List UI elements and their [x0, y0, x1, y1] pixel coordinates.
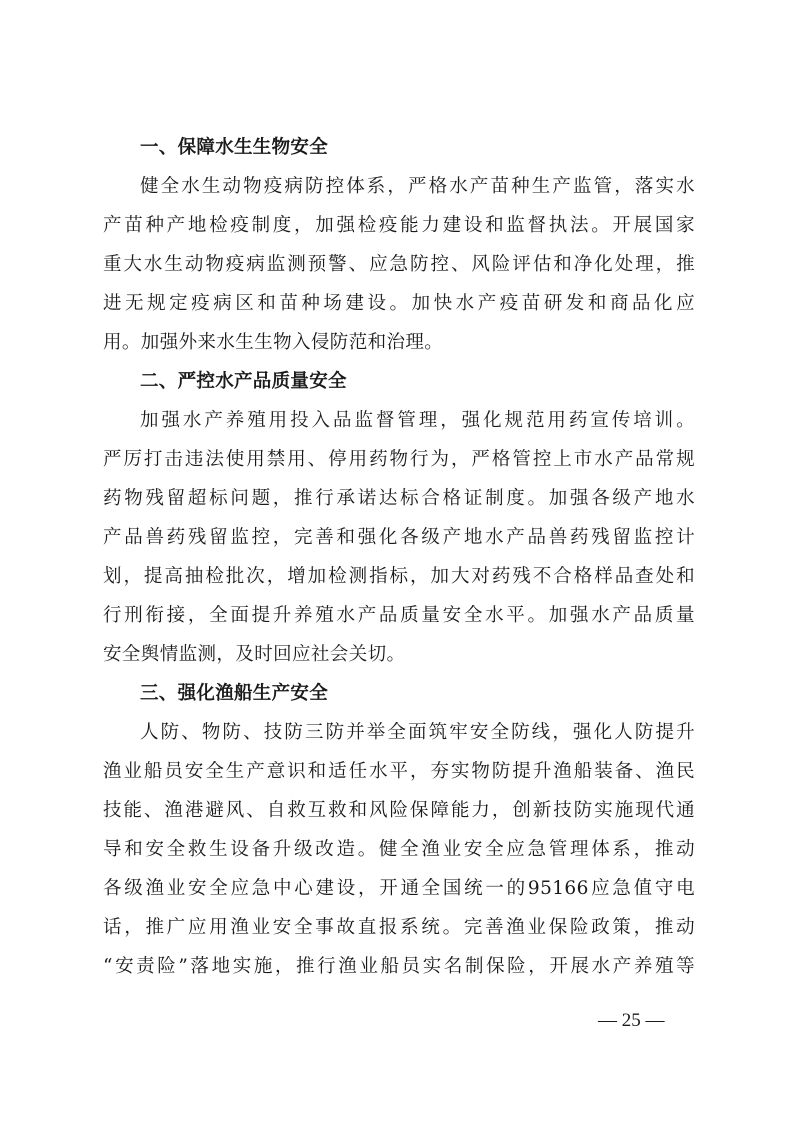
text-line: 健全水生动物疫病防控体系，严格水产苗种生产监管，落实水 — [140, 176, 695, 197]
text-line: “安责险”落地实施，推行渔业船员实名制保险，开展水产养殖等 — [103, 956, 695, 977]
text-line: 行刑衔接，全面提升养殖水产品质量安全水平。加强水产品质量 — [103, 605, 695, 626]
text-line: 话，推广应用渔业安全事故直报系统。完善渔业保险政策，推动 — [103, 917, 695, 938]
text-line: 进无规定疫病区和苗种场建设。加快水产疫苗研发和商品化应 — [103, 293, 695, 314]
text-line: 安全舆情监测，及时回应社会关切。 — [103, 644, 406, 665]
text-line: 导和安全救生设备升级改造。健全渔业安全应急管理体系，推动 — [103, 839, 695, 860]
section-heading-3: 三、强化渔船生产安全 — [140, 683, 329, 704]
text-line: 人防、物防、技防三防并举全面筑牢安全防线，强化人防提升 — [140, 722, 695, 743]
section-paragraph-3 — [103, 713, 695, 986]
section-paragraph-2 — [103, 401, 695, 674]
section-heading-2: 二、严控水产品质量安全 — [140, 371, 347, 392]
text-line: 产苗种产地检疫制度，加强检疫能力建设和监督执法。开展国家 — [103, 215, 695, 236]
page-number: — 25 — — [598, 1010, 665, 1031]
section-paragraph-1 — [103, 167, 695, 362]
text-line: 技能、渔港避风、自救互救和风险保障能力，创新技防实施现代通 — [103, 800, 695, 821]
text-line: 严厉打击违法使用禁用、停用药物行为，严格管控上市水产品常规 — [103, 449, 695, 470]
text-line: 重大水生动物疫病监测预警、应急防控、风险评估和净化处理，推 — [103, 254, 695, 275]
text-line: 加强水产养殖用投入品监督管理，强化规范用药宣传培训。 — [140, 410, 695, 431]
text-line: 药物残留超标问题，推行承诺达标合格证制度。加强各级产地水 — [103, 488, 695, 509]
text-line: 各级渔业安全应急中心建设，开通全国统一的95166应急值守电 — [103, 878, 695, 899]
text-line: 产品兽药残留监控，完善和强化各级产地水产品兽药残留监控计 — [103, 527, 695, 548]
text-line: 用。加强外来水生生物入侵防范和治理。 — [103, 332, 444, 353]
document-body — [103, 128, 695, 986]
section-heading-1: 一、保障水生生物安全 — [140, 137, 329, 158]
text-line: 划，提高抽检批次，增加检测指标，加大对药残不合格样品查处和 — [103, 566, 695, 587]
text-line: 渔业船员安全生产意识和适任水平，夯实物防提升渔船装备、渔民 — [103, 761, 695, 782]
